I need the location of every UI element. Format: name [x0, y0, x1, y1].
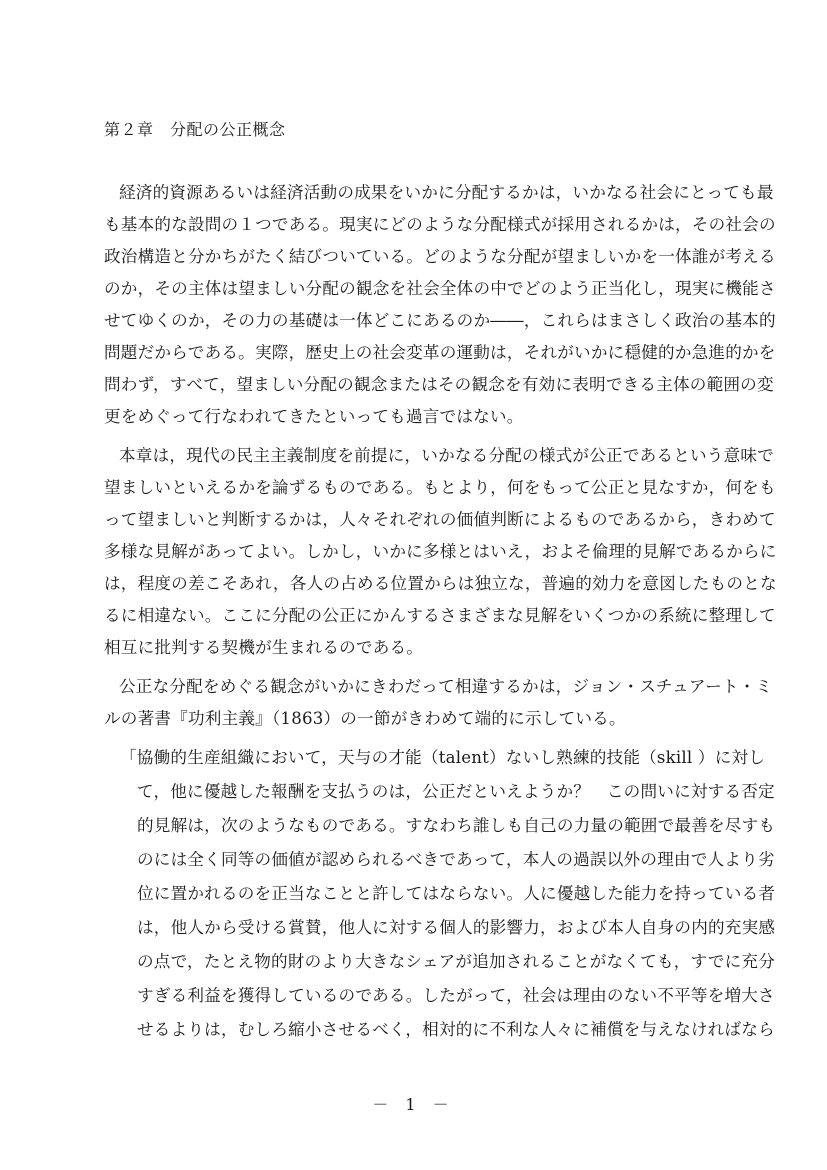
text-line: 公正な分配をめぐる観念がいかにきわだって相違するかは，ジョン・スチュアート・ミ [119, 677, 773, 696]
quote-line: せるよりは，むしろ縮小させるべく，相対的に不利な人々に補償を与えなければなら [137, 1020, 775, 1039]
text-line: 問題だからである。実際，歴史上の社会変革の運動は，それがいかに穏健的か急進的かを [104, 343, 776, 362]
text-line: 多様な見解があってよい。しかし，いかに多様とはいえ，およそ倫理的見解であるからに [104, 542, 777, 561]
text-line: 更をめぐって行なわれてきたといっても過言ではない。 [104, 407, 524, 426]
text-line: せてゆくのか，その力の基礎は一体どこにあるのか――，これらはまさしく政治の基本的 [104, 311, 776, 330]
quote-line: 「協働的生産組織において，天与の才能（talent）ないし熟練的技能（skill ）に対し [120, 748, 766, 767]
text-line: 本章は，現代の民主主義制度を前提に，いかなる分配の様式が公正であるという意味で [119, 446, 774, 465]
text-line: ルの著書『功利主義』（1863）の一節がきわめて端的に示している。 [104, 709, 626, 728]
quote-line: のには全く同等の価値が認められるべきであって，本人の過誤以外の理由で人より劣 [137, 850, 775, 869]
text-line: のか，その主体は望ましい分配の観念を社会全体の中でどのよう正当化し，現実に機能さ [104, 279, 776, 298]
text-line: るに相違ない。ここに分配の公正にかんするさまざまな見解をいくつかの系統に整理して [104, 606, 776, 625]
text-line: は，程度の差こそあれ，各人の占める位置からは独立な，普遍的効力を意図したものとな [104, 574, 777, 593]
text-line: 相互に批判する契機が生まれるのである。 [104, 638, 424, 657]
text-line: 経済的資源あるいは経済活動の成果をいかに分配するかは，いかなる社会にとっても最 [119, 183, 774, 202]
quote-line: すぎる利益を獲得しているのである。したがって，社会は理由のない不平等を増大さ [137, 986, 775, 1005]
quote-line: 位に置かれるのを正当なことと許してはならない。人に優越した能力を持っている者 [137, 884, 776, 903]
text-line: も基本的な設問の１つである。現実にどのような分配様式が採用されるかは，その社会の [104, 215, 776, 234]
quote-line: 的見解は，次のようなものである。すなわち誰しも自己の力量の範囲で最善を尽すも [137, 816, 776, 835]
text-line: 望ましいといえるかを論ずるものである。もとより，何をもって公正と見なすか，何をも [104, 478, 776, 497]
page-number: － 1 － [372, 1095, 455, 1114]
text-line: って望ましいと判断するかは，人々それぞれの価値判断によるものであるから，きわめて [104, 510, 776, 529]
text-line: 問わず，すべて，望ましい分配の観念またはその観念を有効に表明できる主体の範囲の変 [104, 375, 774, 394]
chapter-heading: 第２章 分配の公正概念 [104, 120, 286, 139]
quote-line: て，他に優越した報酬を支払うのは，公正だといえようか？ この問いに対する否定 [137, 782, 775, 801]
quote-line: の点で，たとえ物的財のより大きなシェアが追加されることがなくても，すでに充分 [137, 952, 775, 971]
quote-line: は，他人から受ける賞賛，他人に対する個人的影響力，および本人自身の内的充実感 [137, 918, 776, 937]
text-line: 政治構造と分かちがたく結びついている。どのような分配が望ましいかを一体誰が考える [104, 247, 776, 266]
